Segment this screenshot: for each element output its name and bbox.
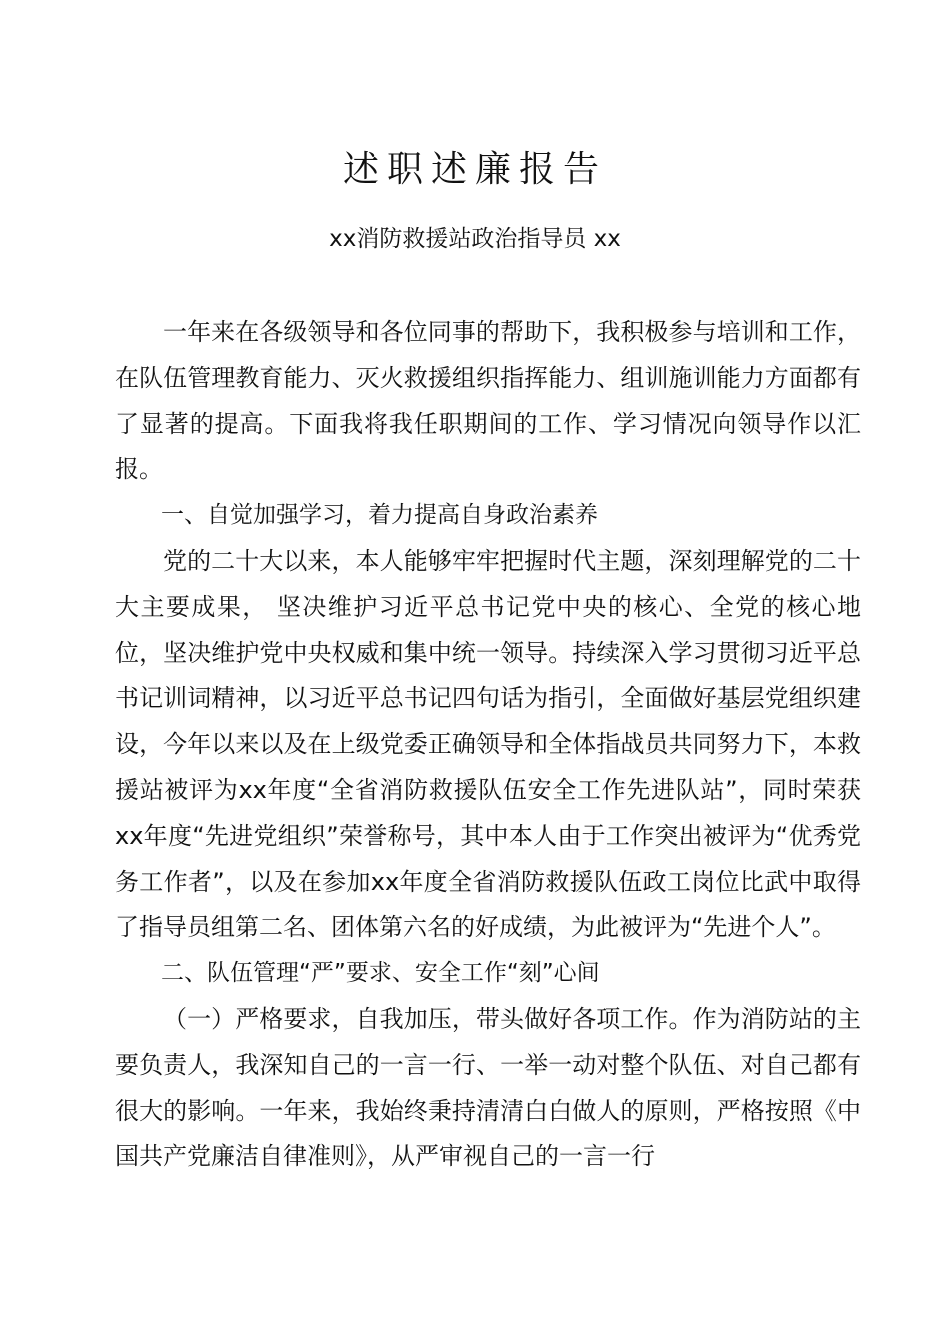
document-subtitle: xx消防救援站政治指导员 xx xyxy=(329,226,621,252)
section-heading-1: 一、自觉加强学习，着力提高自身政治素养 xyxy=(161,502,598,529)
intro-paragraph: 一年来在各级领导和各位同事的帮助下，我积极参与培训和工作，在队伍管理教育能力、灭火救援组织指挥能力、组训施训能力方面都有了显著的提高。下面我将我任职期间的工作、学习情况向领导作以汇报。 xyxy=(115,318,861,484)
document-title: 述职述廉报告 xyxy=(342,149,607,190)
section-1-paragraph: 党的二十大以来，本人能够牢牢把握时代主题，深刻理解党的二十大主要成果， 坚决维护习近平总书记党中央的核心、全党的核心地位，坚决维护党中央权威和集中统一领导。持续深入学习贯彻习近平总书记训词精神，以习近平总书记四句话为指引，全面做好基层党组织建设，今年以来以及在上级党委正确领导和全体指战员共同努力下，本救援站被评为xx年度“全省消防救援队伍安全工作先进队站”，同时荣获xx年度“先进党组织”荣誉称号，其中本人由于工作突出被评为“优秀党务工作者”，以及在参加xx年度全省消防救援队伍政工岗位比武中取得了指导员组第二名、团体第六名的好成绩，为此被评为“先进个人”。 xyxy=(115,546,861,942)
section-2-paragraph: （一）严格要求，自我加压，带头做好各项工作。作为消防站的主要负责人，我深知自己的一言一行、一举一动对整个队伍、对自己都有很大的影响。一年来，我始终秉持清清白白做人的原则，严格按照《中国共产党廉洁自律准则》，从严审视自己的一言一行 xyxy=(115,1004,861,1171)
document-body xyxy=(115,310,861,1180)
section-heading-2: 二、队伍管理“严”要求、安全工作“刻”心间 xyxy=(161,960,600,987)
